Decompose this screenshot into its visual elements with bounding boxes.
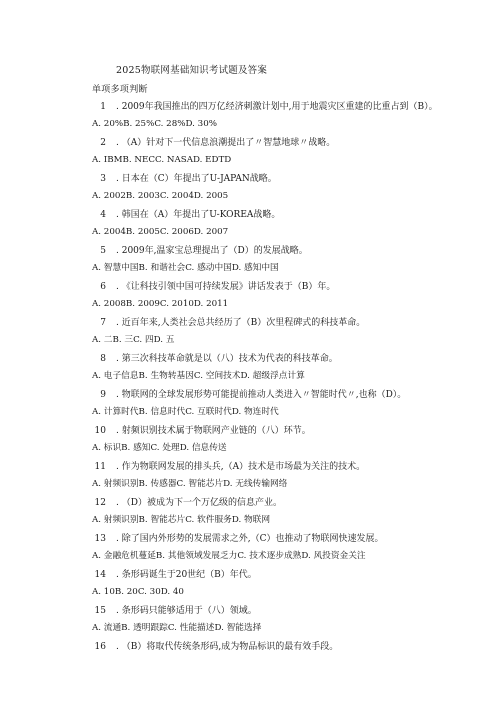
question-item [92,604,448,636]
question-text [92,100,448,115]
question-item [92,568,448,600]
question-options: A. IBMB. NECC. NASAD. EDTD [92,155,232,165]
question-number: 14 [94,570,106,580]
question-stem: . （B）将取代传统条形码,成为物品标识的最有效手段。 [116,642,339,652]
question-text [92,136,448,151]
section-heading: 单项多项判断 [92,85,148,95]
question-options: A. 二B. 三C. 四D. 五 [92,335,175,345]
question-text [92,604,448,619]
document-title: 2025物联网基础知识考试题及答案 [116,65,268,76]
question-options: A. 电子信息B. 生物转基因C. 空间技术D. 超级浮点计算 [92,371,305,381]
question-stem: . 韩国在（A）年提出了U-KOREA战略。 [116,210,281,220]
question-options: A. 2002B. 2003C. 2004D. 2005 [92,191,229,201]
question-number: 9 [100,390,106,400]
question-item [92,640,448,655]
question-number: 7 [100,318,106,328]
question-stem: . 日本在（C）年提出了U-JAPAN战略。 [116,174,277,184]
question-item [92,460,448,492]
question-text [92,172,448,187]
question-options: A. 金融危机蔓延B. 其他领域发展乏力C. 技术逐步成熟D. 风投资金关注 [92,551,366,561]
question-text [92,496,448,511]
question-stem: . 2009年,温家宝总理提出了（D）的发展战略。 [116,246,308,256]
question-item [92,136,448,168]
question-item [92,352,448,384]
question-options: A. 射频识别B. 智能芯片C. 软件服务D. 物联网 [92,515,271,525]
question-stem: . 射频识别技术属于物联网产业链的（八）环节。 [116,426,311,436]
question-stem: . 条形码只能够适用于（八）领域。 [116,606,257,616]
question-number: 3 [100,174,106,184]
question-stem: . 物联网的全球发展形势可能提前推动人类进入〃智能时代〃,也称（D）。 [116,390,407,400]
question-item [92,316,448,348]
question-text [92,352,448,367]
question-item [92,244,448,276]
question-stem: . 2009年我国推出的四万亿经济刺激计划中,用于地震灾区重建的比重占到（B）。 [116,102,438,112]
question-text [92,532,448,547]
question-stem: . （D）被成为下一个万亿级的信息产业。 [116,498,282,508]
question-stem: . 作为物联网发展的排头兵,（A）技术是市场最为关注的技术。 [116,462,366,472]
question-text [92,460,448,475]
question-text [92,316,448,331]
question-number: 16 [94,642,106,652]
question-text [92,568,448,583]
question-options: A. 计算时代B. 信息时代C. 互联时代D. 物连时代 [92,407,279,417]
question-number: 2 [100,138,106,148]
question-item [92,208,448,240]
question-item [92,532,448,564]
question-text [92,388,448,403]
question-options: A. 2004B. 2005C. 2006D. 2007 [92,227,229,237]
question-options: A. 20%B. 25%C. 28%D. 30% [92,119,217,129]
question-stem: . 条形码诞生于20世纪（B）年代。 [116,570,257,580]
question-options: A. 10B. 20C. 30D. 40 [92,587,184,597]
question-options: A. 标识B. 感知C. 处理D. 信息传送 [92,443,227,453]
question-text [92,208,448,223]
question-number: 11 [94,462,106,472]
question-options: A. 2008B. 2009C. 2010D. 2011 [92,299,229,309]
question-stem: . 近百年来,人类社会总共经历了（B）次里程碑式的科技革命。 [116,318,366,328]
question-item [92,172,448,204]
question-item [92,100,448,132]
question-number: 5 [100,246,106,256]
question-text [92,244,448,259]
question-text [92,640,448,655]
question-item [92,388,448,420]
question-stem: . （A）针对下一代信息浪潮提出了〃智慧地球〃战略。 [116,138,336,148]
question-list [92,100,448,655]
question-item [92,424,448,456]
question-item [92,496,448,528]
question-number: 15 [94,606,106,616]
question-number: 1 [100,102,106,112]
question-stem: . 第三次科技革命就是以（八）技术为代表的科技革命。 [116,354,338,364]
question-item [92,280,448,312]
question-stem: . 《让科技引领中国可持续发展》讲话发表于（B）年。 [116,282,336,292]
question-options: A. 流通B. 透明跟踪C. 性能描述D. 智能选择 [92,623,262,633]
question-number: 4 [100,210,106,220]
question-number: 12 [94,498,106,508]
question-options: A. 射频识别B. 传感器C. 智能芯片D. 无线传输网络 [92,479,288,489]
question-text [92,280,448,295]
question-number: 6 [100,282,106,292]
question-number: 8 [100,354,106,364]
question-stem: . 除了国内外形势的发展需求之外,（C）也推动了物联网快速发展。 [116,534,384,544]
question-number: 10 [94,426,106,436]
question-number: 13 [94,534,106,544]
question-options: A. 智慧中国B. 和谐社会C. 感动中国D. 感知中国 [92,263,279,273]
question-text [92,424,448,439]
